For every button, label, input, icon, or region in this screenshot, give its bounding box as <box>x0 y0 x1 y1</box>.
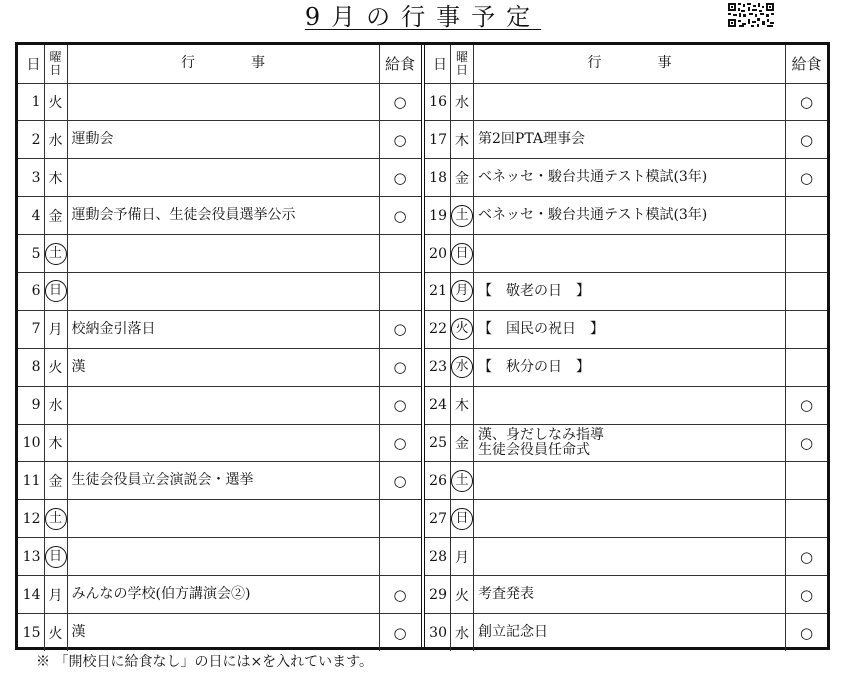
table-row <box>18 272 421 310</box>
lunch-cell: ○ <box>379 386 421 424</box>
day-cell: 20 <box>425 235 451 273</box>
weekday-cell <box>451 613 474 651</box>
weekday-cell <box>44 310 67 348</box>
day-cell: 11 <box>18 462 44 500</box>
circled-weekday: 水 <box>451 356 473 378</box>
table-row <box>18 576 421 614</box>
event-cell <box>474 272 786 310</box>
event-text: 【 秋分の日 】 <box>478 358 590 375</box>
table-row <box>425 500 828 538</box>
circled-weekday: 火 <box>451 318 473 340</box>
circled-weekday: 土 <box>451 470 473 492</box>
circled-weekday: 土 <box>45 243 67 265</box>
weekday-cell <box>451 386 474 424</box>
event-cell <box>474 121 786 159</box>
weekday-cell <box>451 272 474 310</box>
event-cell <box>474 500 786 538</box>
lunch-cell: ○ <box>379 197 421 235</box>
table-row <box>18 348 421 386</box>
table-row <box>425 462 828 500</box>
event-cell <box>474 235 786 273</box>
weekday-cell <box>451 462 474 500</box>
circled-weekday: 日 <box>451 243 473 265</box>
weekday-text: 火 <box>48 625 63 642</box>
day-cell: 12 <box>18 500 44 538</box>
page-title: 9月の行事予定 <box>304 3 542 31</box>
weekday-cell <box>451 83 474 121</box>
event-text: 生徒会役員立会演説会・選挙 <box>71 472 254 489</box>
table-row <box>18 235 421 273</box>
weekday-cell <box>451 576 474 614</box>
weekday-cell <box>451 424 474 462</box>
lunch-cell <box>379 500 421 538</box>
weekday-cell <box>44 159 67 197</box>
weekday-text: 木 <box>48 170 63 187</box>
table-row <box>425 348 828 386</box>
header-day: 日 <box>18 45 44 83</box>
footnote: ※ 「開校日に給食なし」の日には×を入れています。 <box>36 654 374 670</box>
lunch-cell: ○ <box>379 348 421 386</box>
day-cell: 6 <box>18 272 44 310</box>
weekday-text: 月 <box>48 322 63 339</box>
weekday-text: 金 <box>455 435 469 452</box>
weekday-cell <box>44 348 67 386</box>
weekday-cell <box>451 235 474 273</box>
day-cell: 27 <box>425 500 451 538</box>
lunch-cell <box>379 235 421 273</box>
lunch-cell: ○ <box>379 424 421 462</box>
event-text: 創立記念日 <box>478 624 548 641</box>
day-cell: 23 <box>425 348 451 386</box>
event-cell <box>67 121 379 159</box>
header-weekday-bottom: 日 <box>455 62 468 77</box>
lunch-cell: ○ <box>786 613 828 651</box>
circled-weekday: 日 <box>45 546 67 568</box>
table-row <box>18 83 421 121</box>
circled-weekday: 土 <box>451 205 473 227</box>
event-cell <box>67 462 379 500</box>
table-row <box>18 462 421 500</box>
event-cell <box>474 310 786 348</box>
event-text: ベネッセ・駿台共通テスト模試(3年) <box>478 207 708 224</box>
event-text: 考査発表 <box>478 586 534 603</box>
schedule-board <box>15 42 830 650</box>
lunch-cell: ○ <box>379 121 421 159</box>
lunch-cell <box>786 500 828 538</box>
day-cell: 13 <box>18 538 44 576</box>
lunch-cell: ○ <box>786 121 828 159</box>
day-cell: 14 <box>18 576 44 614</box>
lunch-cell: ○ <box>379 462 421 500</box>
event-text: みんなの学校(伯方講演会②) <box>71 586 251 603</box>
event-cell <box>67 197 379 235</box>
table-row <box>18 197 421 235</box>
event-cell <box>67 310 379 348</box>
day-cell: 24 <box>425 386 451 424</box>
lunch-cell <box>786 310 828 348</box>
weekday-cell <box>451 197 474 235</box>
weekday-cell <box>451 159 474 197</box>
table-row <box>18 613 421 651</box>
table-row <box>18 159 421 197</box>
weekday-cell <box>451 121 474 159</box>
table-row <box>425 121 828 159</box>
event-text: ベネッセ・駿台共通テスト模試(3年) <box>478 169 708 186</box>
circled-weekday: 日 <box>45 280 67 302</box>
table-row <box>425 159 828 197</box>
schedule-table-right <box>425 45 828 651</box>
weekday-text: 月 <box>48 587 63 604</box>
event-cell <box>474 462 786 500</box>
day-cell: 4 <box>18 197 44 235</box>
weekday-cell <box>451 538 474 576</box>
weekday-cell <box>44 121 67 159</box>
weekday-cell <box>44 613 67 651</box>
header-weekday <box>44 45 67 83</box>
table-row <box>425 83 828 121</box>
event-cell <box>67 424 379 462</box>
day-cell: 7 <box>18 310 44 348</box>
weekday-text: 火 <box>455 587 469 604</box>
lunch-cell: ○ <box>379 613 421 651</box>
event-cell <box>474 197 786 235</box>
lunch-cell <box>786 272 828 310</box>
lunch-cell: ○ <box>786 83 828 121</box>
weekday-cell <box>44 197 67 235</box>
header-event: 行事 <box>67 45 379 83</box>
table-row <box>425 424 828 462</box>
table-row <box>425 613 828 651</box>
weekday-text: 水 <box>48 132 63 149</box>
weekday-text: 木 <box>48 435 63 452</box>
weekday-cell <box>44 538 67 576</box>
weekday-text: 月 <box>455 549 469 566</box>
circled-weekday: 月 <box>451 280 473 302</box>
qr-code-icon <box>727 2 775 28</box>
lunch-cell: ○ <box>786 424 828 462</box>
header-day: 日 <box>425 45 451 83</box>
weekday-cell <box>451 500 474 538</box>
lunch-cell <box>379 538 421 576</box>
day-cell: 19 <box>425 197 451 235</box>
table-row <box>18 310 421 348</box>
lunch-cell: ○ <box>379 159 421 197</box>
event-cell <box>67 159 379 197</box>
event-text: 運動会予備日、生徒会役員選挙公示 <box>71 207 296 224</box>
table-row <box>425 386 828 424</box>
day-cell: 28 <box>425 538 451 576</box>
day-cell: 8 <box>18 348 44 386</box>
day-cell: 3 <box>18 159 44 197</box>
table-row <box>425 272 828 310</box>
weekday-cell <box>44 500 67 538</box>
event-cell <box>67 348 379 386</box>
lunch-cell <box>379 272 421 310</box>
event-cell <box>474 83 786 121</box>
weekday-cell <box>44 83 67 121</box>
table-row <box>18 538 421 576</box>
table-row <box>18 386 421 424</box>
circled-weekday: 日 <box>451 508 473 530</box>
event-cell <box>67 538 379 576</box>
lunch-cell: ○ <box>379 310 421 348</box>
weekday-text: 水 <box>455 625 469 642</box>
event-cell <box>474 538 786 576</box>
event-text: 【 敬老の日 】 <box>478 282 590 299</box>
day-cell: 17 <box>425 121 451 159</box>
weekday-cell <box>44 576 67 614</box>
event-cell <box>474 348 786 386</box>
day-cell: 25 <box>425 424 451 462</box>
header-lunch: 給食 <box>379 45 421 83</box>
table-row <box>425 576 828 614</box>
header-row <box>425 45 828 83</box>
weekday-cell <box>451 348 474 386</box>
table-row <box>18 424 421 462</box>
weekday-cell <box>44 462 67 500</box>
event-cell <box>67 386 379 424</box>
lunch-cell: ○ <box>379 576 421 614</box>
table-row <box>18 121 421 159</box>
event-line-2: 生徒会役員任命式 <box>478 441 590 458</box>
event-cell <box>67 272 379 310</box>
schedule-table-left <box>18 45 421 651</box>
lunch-cell: ○ <box>786 538 828 576</box>
day-cell: 16 <box>425 83 451 121</box>
table-row <box>425 310 828 348</box>
event-cell <box>67 613 379 651</box>
day-cell: 30 <box>425 613 451 651</box>
table-row <box>425 197 828 235</box>
event-text: 漢 <box>71 358 86 375</box>
event-text: 漢、身だしなみ指導 <box>478 426 604 443</box>
event-cell <box>67 576 379 614</box>
weekday-text: 金 <box>48 473 63 490</box>
event-text: 第2回PTA理事会 <box>478 131 586 148</box>
lunch-cell <box>786 197 828 235</box>
day-cell: 22 <box>425 310 451 348</box>
weekday-cell <box>44 272 67 310</box>
weekday-text: 木 <box>455 398 469 415</box>
table-row <box>425 235 828 273</box>
header-lunch: 給食 <box>786 45 828 83</box>
event-cell <box>67 83 379 121</box>
weekday-cell <box>44 424 67 462</box>
weekday-cell <box>451 310 474 348</box>
weekday-text: 水 <box>48 398 63 415</box>
lunch-cell: ○ <box>786 386 828 424</box>
day-cell: 5 <box>18 235 44 273</box>
day-cell: 1 <box>18 83 44 121</box>
lunch-cell: ○ <box>786 576 828 614</box>
event-cell <box>474 424 786 462</box>
day-cell: 18 <box>425 159 451 197</box>
day-cell: 9 <box>18 386 44 424</box>
lunch-cell <box>786 348 828 386</box>
day-cell: 15 <box>18 613 44 651</box>
event-cell <box>474 576 786 614</box>
header-row <box>18 45 421 83</box>
weekday-text: 金 <box>48 208 63 225</box>
event-text: 【 国民の祝日 】 <box>478 320 604 337</box>
event-text: 校納金引落日 <box>71 320 156 337</box>
weekday-text: 火 <box>48 360 63 377</box>
day-cell: 26 <box>425 462 451 500</box>
weekday-text: 水 <box>455 94 469 111</box>
event-cell <box>67 235 379 273</box>
circled-weekday: 土 <box>45 508 67 530</box>
weekday-text: 金 <box>455 170 469 187</box>
day-cell: 21 <box>425 272 451 310</box>
header-weekday-top: 曜 <box>455 49 468 64</box>
day-cell: 29 <box>425 576 451 614</box>
weekday-cell <box>44 386 67 424</box>
weekday-cell <box>44 235 67 273</box>
event-cell <box>474 613 786 651</box>
schedule-right-half <box>421 45 828 647</box>
day-cell: 2 <box>18 121 44 159</box>
day-cell: 10 <box>18 424 44 462</box>
lunch-cell <box>786 462 828 500</box>
event-cell <box>67 500 379 538</box>
header-event: 行事 <box>474 45 786 83</box>
header-weekday-bottom: 日 <box>49 62 62 77</box>
lunch-cell: ○ <box>786 159 828 197</box>
table-row <box>18 500 421 538</box>
lunch-cell <box>786 235 828 273</box>
schedule-left-half <box>18 45 421 647</box>
weekday-text: 火 <box>48 94 63 111</box>
event-text: 運動会 <box>71 131 114 148</box>
table-row <box>425 538 828 576</box>
event-text: 漢 <box>71 624 86 641</box>
header-weekday-top: 曜 <box>49 49 62 64</box>
event-cell <box>474 386 786 424</box>
weekday-text: 木 <box>455 132 469 149</box>
event-cell <box>474 159 786 197</box>
header-weekday <box>451 45 474 83</box>
lunch-cell: ○ <box>379 83 421 121</box>
